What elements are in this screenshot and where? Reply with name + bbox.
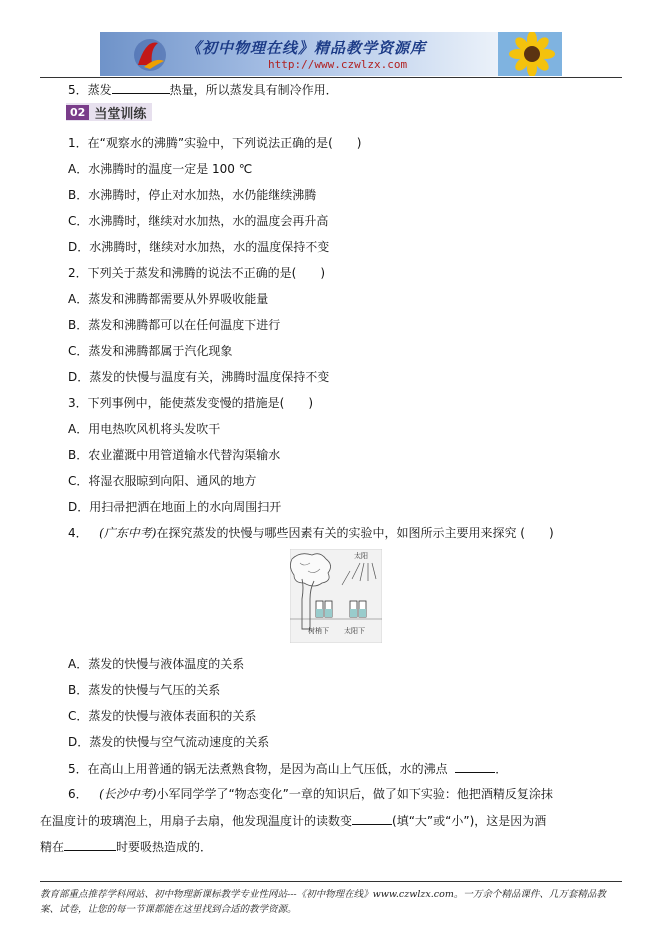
intro-prefix: 5．蒸发 [68,83,112,97]
banner-url[interactable]: http://www.czwlzx.com [268,58,408,71]
question-text: (填“大”或“小”)，这是因为酒 [392,814,547,828]
question-text: 在温度计的玻璃泡上，用扇子去扇，他发现温度计的读数变 [40,814,353,828]
sun-position-label: 太阳下 [344,627,365,635]
question-5 [68,760,507,777]
answer-option: C．水沸腾时，继续对水加热，水的温度会再升高 [68,214,329,228]
banner-title: 《初中物理在线》精品教学资源库 [186,39,427,57]
question-6-line-2 [40,812,546,829]
question-text: 5．在高山上用普通的锅无法煮熟食物，是因为高山上气压低，水的沸点 [68,762,448,776]
question-text: 在探究蒸发的快慢与哪些因素有关的实验中，如图所示主要用来探究 ( ) [156,526,554,540]
answer-option: A．蒸发的快慢与液体温度的关系 [68,657,245,671]
answer-option: C．将湿衣服晾到向阳、通风的地方 [68,474,257,488]
answer-option: A．水沸腾时的温度一定是 100 ℃ [68,162,253,176]
answer-option: A．蒸发和沸腾都需要从外界吸收能量 [68,292,269,306]
question-stem [68,525,554,541]
answer-blank[interactable] [64,838,116,851]
question-text: 时要吸热造成的． [116,840,213,854]
question-end: ． [495,762,508,776]
shade-label: 树梢下 [308,627,329,635]
question-source: (长沙中考) [99,787,157,801]
section-title: 当堂训练 [94,106,147,122]
footer-line: 案、试卷，让您的每一节课都能在这里找到合适的教学资源。 [40,904,297,915]
section-number: 02 [66,105,89,120]
sunflower-icon [498,32,562,76]
answer-option: D．水沸腾时，继续对水加热，水的温度保持不变 [68,240,330,254]
intro-suffix: 热量，所以蒸发具有制冷作用． [169,83,338,97]
question-6-line-3 [40,838,212,855]
section-heading [66,103,152,121]
answer-option: D．用扫帚把洒在地面上的水向周围扫开 [68,500,282,514]
question-number: 6． [68,787,88,801]
footer-rule [40,881,622,882]
site-logo-icon [130,35,170,73]
header-rule [40,77,622,78]
answer-option: A．用电热吹风机将头发吹干 [68,422,221,436]
answer-blank[interactable] [455,760,495,773]
question-stem: 3．下列事例中，能使蒸发变慢的措施是( ) [68,396,313,410]
answer-option: C．蒸发的快慢与液体表面积的关系 [68,709,257,723]
evaporation-figure [290,549,382,643]
answer-option: D．蒸发的快慢与温度有关，沸腾时温度保持不变 [68,370,330,384]
answer-option: C．蒸发和沸腾都属于汽化现象 [68,344,233,358]
question-stem: 1．在“观察水的沸腾”实验中，下列说法正确的是( ) [68,136,362,150]
question-text: 小军同学学了“物态变化”一章的知识后，做了如下实验：他把酒精反复涂抹 [156,787,553,801]
header-banner [100,32,562,76]
answer-option: B．蒸发和沸腾都可以在任何温度下进行 [68,318,281,332]
answer-option: B．水沸腾时，停止对水加热，水仍能继续沸腾 [68,188,317,202]
question-source: (广东中考) [99,526,157,540]
answer-option: B．蒸发的快慢与气压的关系 [68,683,221,697]
question-6-line-1 [68,786,553,802]
question-number: 4． [68,526,88,540]
answer-blank[interactable] [112,81,170,94]
sun-label: 太阳 [354,552,368,560]
answer-option: D．蒸发的快慢与空气流动速度的关系 [68,735,270,749]
answer-option: B．农业灌溉中用管道输水代替沟渠输水 [68,448,281,462]
answer-blank[interactable] [352,812,392,825]
intro-line [68,81,338,98]
question-stem: 2．下列关于蒸发和沸腾的说法不正确的是( ) [68,266,325,280]
tree-icon [290,554,330,586]
footer [40,887,622,917]
question-text: 精在 [40,840,65,854]
footer-line: 教育部重点推荐学科网站、初中物理新课标教学专业性网站---《初中物理在线》www.czwlzx.com。一万余个精品课件、几万套精品教 [40,889,606,900]
